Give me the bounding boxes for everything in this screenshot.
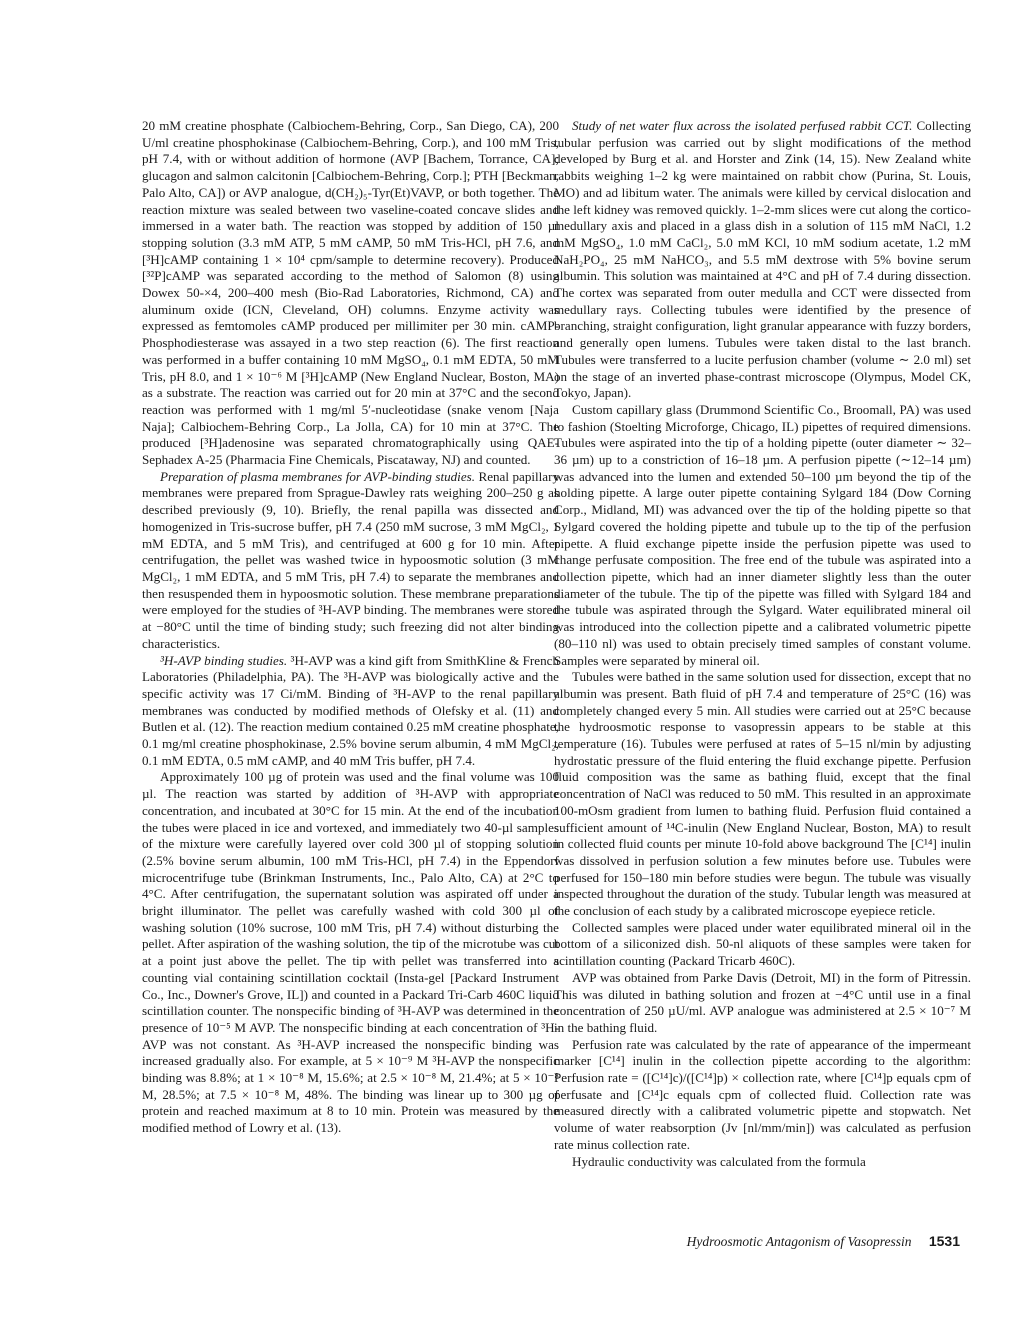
paragraph-body: Collecting tubular perfusion was carried out by slight modifications of the method developed by Burg et al. and Horster and Zink (14, 15). New Zealand white rabbits weighing 1–2 kg were maintained on rabbit chow (Purina, St. Louis, MO) and ad libitum water. The animals were killed by cervical dislocation and the left kidney was removed quickly. 1–2-mm slices were cut along the cortico-medullary axis and placed in a glass dish in a solution of 115 mM NaCl, 1.2 mM MgSO₄, 1.0 mM CaCl₂, 5.0 mM KCl, 10 mM sodium acetate, 1.2 mM NaH₂PO₄, 25 mM NaHCO₃, and 5.5 mM dextrose with 5% bovine serum albumin. This solution was maintained at 4°C and pH of 7.4 during dissection. The cortex was separated from outer medulla and CCT were dissected from medullary rays. Collecting tubules were identified by the presence of branching, straight configuration, light granular appearance with fuzzy borders, and generally open lumens. Tubules were taken distal to the last branch. Tubules were transferred to a lucite perfusion chamber (volume ∼ 2.0 ml) set on the stage of an inverted phase-contrast microscope (Olympus, Model CK, Tokyo, Japan).	[554, 118, 971, 401]
left-column	[142, 118, 559, 1137]
paragraph-perfusion-rate: Perfusion rate was calculated by the rate of appearance of the impermeant marker [C¹⁴] inulin in the collection pipette according to the algorithm: Perfusion rate = ([C¹⁴]c)/([C¹⁴]p) × collection rate, where [C¹⁴]p equals cpm of perfusate and [C¹⁴]c equals cpm of collected fluid. Collection rate was measured directly with a calibrated volumetric pipette and stopwatch. Net volume of water reabsorption (Jv [nl/mm/min]) was calculated as perfusion rate minus collection rate.	[554, 1036, 971, 1152]
running-head: Hydroosmotic Antagonism of Vasopressin	[686, 1234, 912, 1249]
paragraph-membrane-preparation	[142, 469, 559, 653]
section-heading-membranes: Preparation of plasma membranes for AVP-binding studies.	[160, 468, 476, 484]
section-heading-binding: ³H-AVP binding studies.	[160, 652, 288, 668]
paragraph-avp-source: AVP was obtained from Parke Davis (Detroit, MI) in the form of Pitressin. This was diluted in bathing solution and frozen at −4°C until use in a final concentration of 250 µU/ml. AVP analogue was administered at 2.5 × 10⁻⁷ M in the bathing fluid.	[554, 969, 971, 1035]
paragraph-binding-studies	[142, 653, 559, 770]
paragraph-capillary-glass: Custom capillary glass (Drummond Scientific Co., Broomall, PA) was used to fashion (Stoelting Microforge, Chicago, IL) pipettes of required dimensions. Tubules were aspirated into the tip of a holding pipette (outer diameter ∼ 32–36 µm) up to a constriction of 16–18 µm. A perfusion pipette (∼12–14 µm) was advanced into the lumen and extended 50–100 µm beyond the tip of the holding pipette. A large outer pipette containing Sylgard 184 (Dow Corning Corp., Midland, MI) was advanced over the tip of the holding pipette so that Sylgard covered the holding pipette and tubule up to the tip of the perfusion pipette. A fluid exchange pipette inside the perfusion pipette was used to change perfusate composition. The free end of the tubule was aspirated into a collection pipette, which had an inner diameter slightly less than the outer diameter of the tubule. The tip of the pipette was filled with Sylgard 184 and the tubule was aspirated through the Sylgard. Water equilibrated mineral oil was introduced into the collection pipette and a calibrated volumetric pipette (80–110 nl) was used to obtain precisely timed samples of constant volume. Samples were separated by mineral oil.	[554, 401, 971, 668]
paragraph-body: ³H-AVP was a kind gift from SmithKline & French Laboratories (Philadelphia, PA). The ³H-AVP was biologically active and the specific activity was 17 Ci/mM. Binding of ³H-AVP to the renal papillary membranes was conducted by modified methods of Olefsky et al. (11) and Butlen et al. (12). The reaction medium contained 0.25 mM creatine phosphate, 0.1 mg/ml creatine phosphokinase, 2.5% bovine serum albumin, 4 mM MgCl₂, 0.1 mM EDTA, 0.5 mM cAMP, and 40 mM Tris buffer, pH 7.4.	[142, 652, 559, 768]
page-footer	[687, 1233, 960, 1250]
paragraph-tubule-bathing: Tubules were bathed in the same solution used for dissection, except that no albumin was present. Bath fluid of pH 7.4 and temperature of 25°C (16) was completely changed every 5 min. All studies were carried out at 25°C because the hydroosmotic response to vasopressin appears to be stable at this temperature (16). Tubules were perfused at rates of 5–15 nl/min by adjusting hydrostatic pressure of the fluid entering the fluid exchange pipette. Perfusion fluid composition was the same as bathing fluid, except that the final concentration of NaCl was reduced to 50 mM. This resulted in an approximate 100-mOsm gradient from lumen to bathing fluid. Perfusion fluid contained a sufficient amount of ¹⁴C-inulin (New England Nuclear, Boston, MA) to result in collected fluid counts per minute 10-fold above background The [C¹⁴] inulin was dissolved in perfusion solution a few minutes before use. Tubules were perfused for 150–180 min before studies were begun. The tubule was visually inspected throughout the duration of the study. Tubular length was measured at the conclusion of each study by a calibrated microscope eyepiece reticle.	[554, 669, 971, 919]
paragraph-binding-protocol: Approximately 100 µg of protein was used and the final volume was 100 µl. The reaction was started by addition of ³H-AVP with appropriate concentration, and incubated at 30°C for 15 min. At the end of the incubation the tubes were placed in ice and vortexed, and immediately two 40-µl samples of the mixture were carefully layered over cold 300 µl of stopping solution (2.5% bovine serum albumin, 100 mM Tris-HCl, pH 7.4) in the Eppendorf microcentrifuge tube (Brinkman Instruments, Inc., Palo Alto, CA) at 2°C to 4°C. After centrifugation, the supernatant solution was aspirated off under a bright illuminator. The pellet was carefully washed with cold 300 µl of washing solution (10% sucrose, 100 mM Tris, pH 7.4) without disturbing the pellet. After aspiration of the washing solution, the tip of the microtube was cut at a point just above the pellet. The tip with pellet was transferred into a counting vial containing scintillation cocktail (Insta-gel [Packard Instrument Co., Inc., Downer's Grove, IL]) and counted in a Packard Tri-Carb 460C liquid scintillation counter. The nonspecific binding of ³H-AVP was determined in the presence of 10⁻⁵ M AVP. The nonspecific binding at each concentration of ³H-AVP was not constant. As ³H-AVP increased the nonspecific binding was increased gradually also. For example, at 5 × 10⁻⁹ M ³H-AVP the nonspecific binding was 8.8%; at 1 × 10⁻⁸ M, 15.6%; at 2.5 × 10⁻⁸ M, 21.4%; at 5 × 10⁻⁸ M, 28.5%; at 7.5 × 10⁻⁸ M, 48%. The binding was linear up to 300 µg of protein and reached maximum at 8 to 10 min. Protein was measured by the modified method of Lowry et al. (13).	[142, 769, 559, 1136]
paragraph-enzyme-assay: 20 mM creatine phosphate (Calbiochem-Behring, Corp., San Diego, CA), 200 U/ml creatine phosphokinase (Calbiochem-Behring, Corp.), and 100 mM Tris, pH 7.4, with or without addition of hormone (AVP [Bachem, Torrance, CA]; glucagon and salmon calcitonin [Calbiochem-Behring, Corp.]; PTH [Beckman, Palo Alto, CA]) or AVP analogue, d(CH₂)₅-Tyr(Et)VAVP, or both together. The reaction mixture was sealed between two vaseline-coated concave slides and immersed in a water bath. The reaction was stopped by addition of 150 µl stopping solution (3.3 mM ATP, 5 mM cAMP, 50 mM Tris-HCl, pH 7.6, and [³H]cAMP containing 1 × 10⁴ cpm/sample to determine recovery). Produced [³²P]cAMP was separated according to the method of Salomon (8) using Dowex 50-×4, 200–400 mesh (Bio-Rad Laboratories, Richmond, CA) and aluminum oxide (ICN, Cleveland, OH) columns. Enzyme activity was expressed as femtomoles cAMP produced per millimiter per 30 min. cAMP-Phosphodiesterase was assayed in a two step reaction (6). The first reaction was performed in a buffer containing 10 mM MgSO₄, 0.1 mM EDTA, 50 mM Tris, pH 8.0, and 1 × 10⁻⁶ M [³H]cAMP (New England Nuclear, Boston, MA) as a substrate. The reaction was carried out for 20 min at 37°C and the second reaction was performed with 1 mg/ml 5′-nucleotidase (snake venom [Naja Naja]; Calbiochem-Behring Corp., La Jolla, CA) for 10 min at 37°C. The produced [³H]adenosine was separated chromatographically using QAE-Sephadex A-25 (Pharmacia Fine Chemicals, Piscataway, NJ) and counted.	[142, 118, 559, 468]
section-heading-water-flux: Study of net water flux across the isolated perfused rabbit CCT.	[572, 118, 913, 133]
page-number: 1531	[928, 1233, 960, 1249]
paragraph-body: Renal papillary membranes were prepared from Sprague-Dawley rats weighing 200–250 g as described previously (9, 10). Briefly, the renal papilla was dissected and homogenized in Tris-sucrose buffer, pH 7.4 (250 mM sucrose, 3 mM MgCl₂, 1 mM EDTA, and 5 mM Tris), and centrifuged at 600 g for 10 min. After centrifugation, the pellet was washed twice in hypoosmotic solution (3 mM MgCl₂, 1 mM EDTA, and 5 mM Tris, pH 7.4) to separate the membranes and then resuspended them in hypoosmotic solution. These membrane preparations were employed for the studies of ³H-AVP binding. The membranes were stored at −80°C until the time of binding study; such freezing did not alter binding characteristics.	[142, 468, 559, 651]
paragraph-collected-samples: Collected samples were placed under water equilibrated mineral oil in the bottom of a siliconized dish. 50-nl aliquots of these samples were taken for scintillation counting (Packard Tricarb 460C).	[554, 919, 971, 969]
paragraph-hydraulic-conductivity: Hydraulic conductivity was calculated from the formula	[572, 1153, 866, 1169]
right-column	[554, 118, 971, 1170]
paragraph-water-flux	[554, 118, 971, 402]
